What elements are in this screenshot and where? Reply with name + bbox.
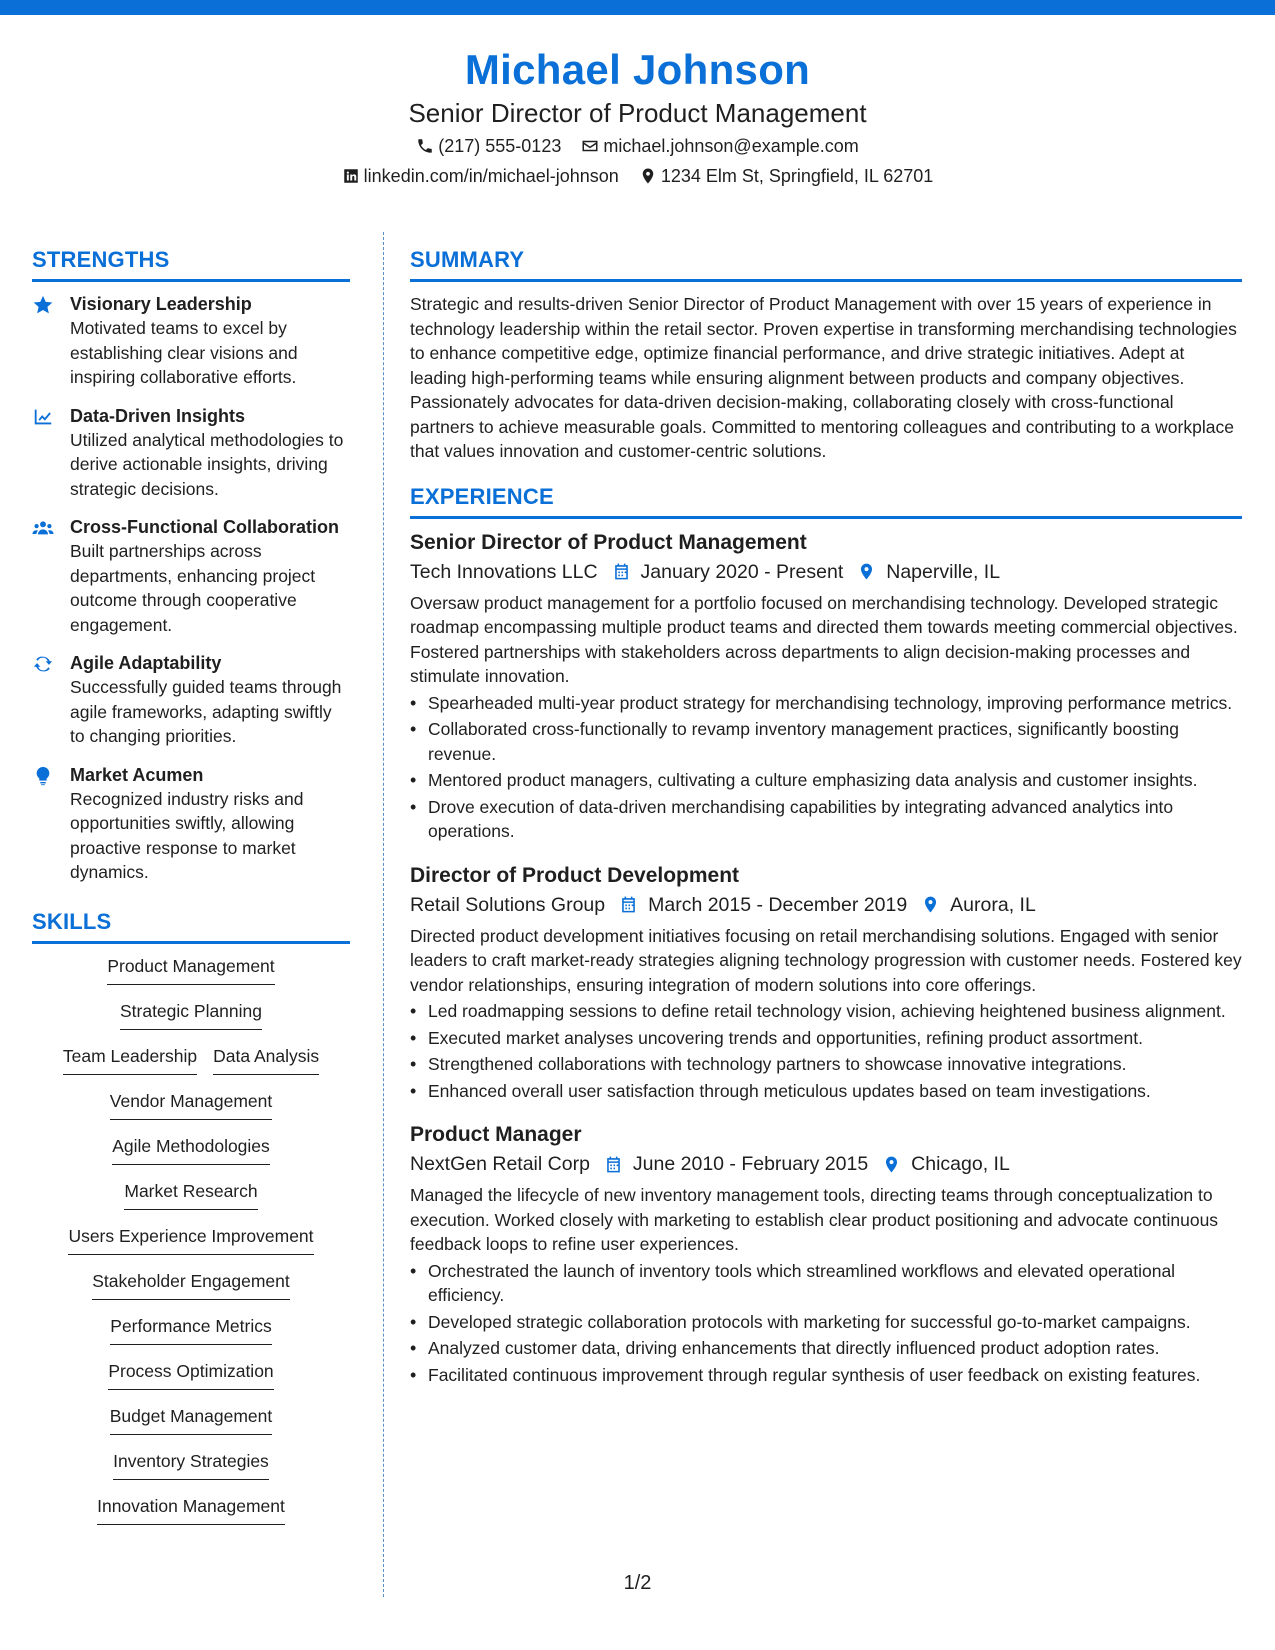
strength-item [32,404,350,502]
page-number: 1/2 [623,1572,652,1594]
skill-tag: Vendor Management [110,1089,272,1120]
left-column [32,245,350,1539]
calendar-icon [619,895,638,914]
address-contact [639,162,934,190]
users-icon [32,517,54,539]
job-role: Director of Product Development [410,863,740,887]
job-bullet: • Drove execution of data-driven merchandising capabilities by integrating advanced analytics into operations. [410,795,1242,844]
strengths-heading: STRENGTHS [32,245,350,282]
job-location: Naperville, IL [886,560,1001,583]
skill-tag: Users Experience Improvement [68,1224,313,1255]
strength-title: Market Acumen [70,764,204,785]
job-bullets [410,1259,1242,1388]
strength-title: Cross-Functional Collaboration [70,517,340,537]
skill-tag: Strategic Planning [120,999,262,1030]
skills-heading: SKILLS [32,907,350,944]
skill-tag: Process Optimization [108,1359,273,1390]
sync-icon [32,653,54,675]
contact-row-1 [0,132,1275,160]
map-pin-icon [857,562,876,581]
job-bullet: • Facilitated continuous improvement through regular synthesis of user feedback on existing features. [410,1363,1242,1388]
star-icon [32,294,54,316]
job-role: Senior Director of Product Management [410,530,807,554]
job-bullet: • Developed strategic collaboration protocols with marketing for successful go-to-market campaigns. [410,1310,1242,1335]
strength-desc: Utilized analytical methodologies to derive actionable insights, driving strategic decisions. [70,429,344,499]
job-dates: March 2015 - December 2019 [648,893,908,916]
job-entry [410,1121,1242,1387]
job-dates: January 2020 - Present [640,560,844,583]
job-bullet: • Mentored product managers, cultivating a culture emphasizing data analysis and customer insights. [410,768,1242,793]
skill-tag: Agile Methodologies [112,1134,270,1165]
skill-tag: Team Leadership [63,1044,197,1075]
strength-desc: Motivated teams to excel by establishing clear visions and inspiring collaborative efforts. [70,318,298,387]
skill-tag: Stakeholder Engagement [92,1269,290,1300]
map-pin-icon [921,895,940,914]
job-bullet: • Enhanced overall user satisfaction through meticulous updates based on team investigations. [410,1079,1242,1104]
linkedin-text: linkedin.com/in/michael-johnson [363,166,619,186]
job-bullet: • Collaborated cross-functionally to revamp inventory management practices, significantly boosting revenue. [410,717,1242,766]
candidate-title: Senior Director of Product Management [408,98,867,128]
linkedin-contact[interactable] [342,162,619,190]
job-company: Tech Innovations LLC [410,560,598,583]
calendar-icon [604,1155,623,1174]
skill-tag: Innovation Management [97,1494,285,1525]
strength-title: Data-Driven Insights [70,405,246,426]
chart-line-icon [32,406,54,428]
strength-desc: Built partnerships across departments, enhancing project outcome through cooperative engagement. [70,541,316,635]
phone-contact[interactable] [416,132,561,160]
column-divider [383,232,384,1597]
job-bullet: • Spearheaded multi-year product strategy for merchandising technology, improving performance metrics. [410,691,1242,716]
job-meta [410,557,1242,587]
email-text: michael.johnson@example.com [603,136,859,156]
job-location: Aurora, IL [950,893,1036,916]
map-pin-icon [882,1155,901,1174]
address-text: 1234 Elm St, Springfield, IL 62701 [660,166,934,186]
job-bullet: • Analyzed customer data, driving enhancements that directly influenced product adoption rates. [410,1336,1242,1361]
summary-text: Strategic and results-driven Senior Director of Product Management with over 15 years of experience in technology leadership within the retail sector. Proven expertise in transforming merchandising technologies to enhance competitive edge, optimize financial performance, and drive strategic initiatives. Adept at leading high-performing teams while ensuring alignment between products and company objectives. Passionately advocates for data-driven decision-making, collaborating closely with cross-functional partners to achieve measurable goals. Committed to mentoring colleagues and contributing to a workplace that values innovation and customer-centric solutions. [410,294,1237,461]
job-entry [410,862,1242,1104]
job-location: Chicago, IL [911,1153,1010,1175]
phone-icon [416,137,434,155]
job-company: Retail Solutions Group [410,893,606,916]
strength-item [32,651,350,749]
summary-heading: SUMMARY [410,245,1242,282]
right-column [410,245,1242,1405]
job-description: Oversaw product management for a portfolio focused on merchandising technology. Developed strategic roadmap encompassing multiple product teams and directed them towards meeting commercial objectives. Fostered partnerships with stakeholders across departments to align decision-making processes and stimulate innovation. [410,592,1238,686]
job-bullet: • Orchestrated the launch of inventory tools which streamlined workflows and elevated operational efficiency. [410,1259,1242,1308]
map-pin-icon [639,167,657,185]
resume-header [0,44,1275,190]
job-bullets [410,999,1242,1103]
strength-item [32,292,350,390]
job-entry [410,529,1242,844]
envelope-icon [581,137,599,155]
job-meta [410,1149,1242,1179]
skill-tag: Performance Metrics [110,1314,271,1345]
skill-tag: Inventory Strategies [113,1449,269,1480]
skill-tag: Product Management [107,954,274,985]
linkedin-icon [342,167,360,185]
calendar-icon [612,562,631,581]
skills-list [32,954,350,1539]
job-meta [410,890,1242,920]
job-bullet: • Led roadmapping sessions to define retail technology vision, achieving heightened business alignment. [410,999,1242,1024]
skill-tag: Market Research [124,1179,257,1210]
skill-tag: Budget Management [110,1404,272,1435]
top-accent-bar [0,0,1275,15]
job-dates: June 2010 - February 2015 [632,1153,869,1175]
job-bullet: • Executed market analyses uncovering trends and opportunities, refining product assortment. [410,1026,1242,1051]
lightbulb-icon [32,765,54,787]
job-description: Directed product development initiatives focusing on retail merchandising solutions. Engaged with senior leaders to craft market-ready strategies aligning technology progression with customer needs. Fostered key vendor relationships, ensuring integration of modern solutions into core offerings. [410,925,1242,995]
job-description: Managed the lifecycle of new inventory management tools, directing teams through conceptualization to execution. Worked closely with marketing to establish clear product positioning and advocate continuous feedback loops to refine user experiences. [410,1185,1219,1254]
contact-row-2 [0,162,1275,190]
strength-desc: Recognized industry risks and opportunities swiftly, allowing proactive response to market dynamics. [70,788,304,882]
job-bullet: • Strengthened collaborations with technology partners to showcase innovative integrations. [410,1052,1242,1077]
experience-heading: EXPERIENCE [410,482,1242,519]
candidate-name: Michael Johnson [464,46,811,93]
strength-title: Visionary Leadership [70,294,252,314]
phone-text: (217) 555-0123 [438,136,562,156]
strength-desc: Successfully guided teams through agile frameworks, adapting swiftly to changing priorities. [70,677,342,746]
job-bullets [410,691,1242,844]
strength-title: Agile Adaptability [70,653,222,673]
job-company: NextGen Retail Corp [410,1153,590,1175]
strength-item [32,515,350,637]
job-role: Product Manager [410,1123,582,1146]
email-contact[interactable] [581,132,858,160]
strength-item [32,763,350,885]
skill-tag: Data Analysis [213,1044,319,1075]
